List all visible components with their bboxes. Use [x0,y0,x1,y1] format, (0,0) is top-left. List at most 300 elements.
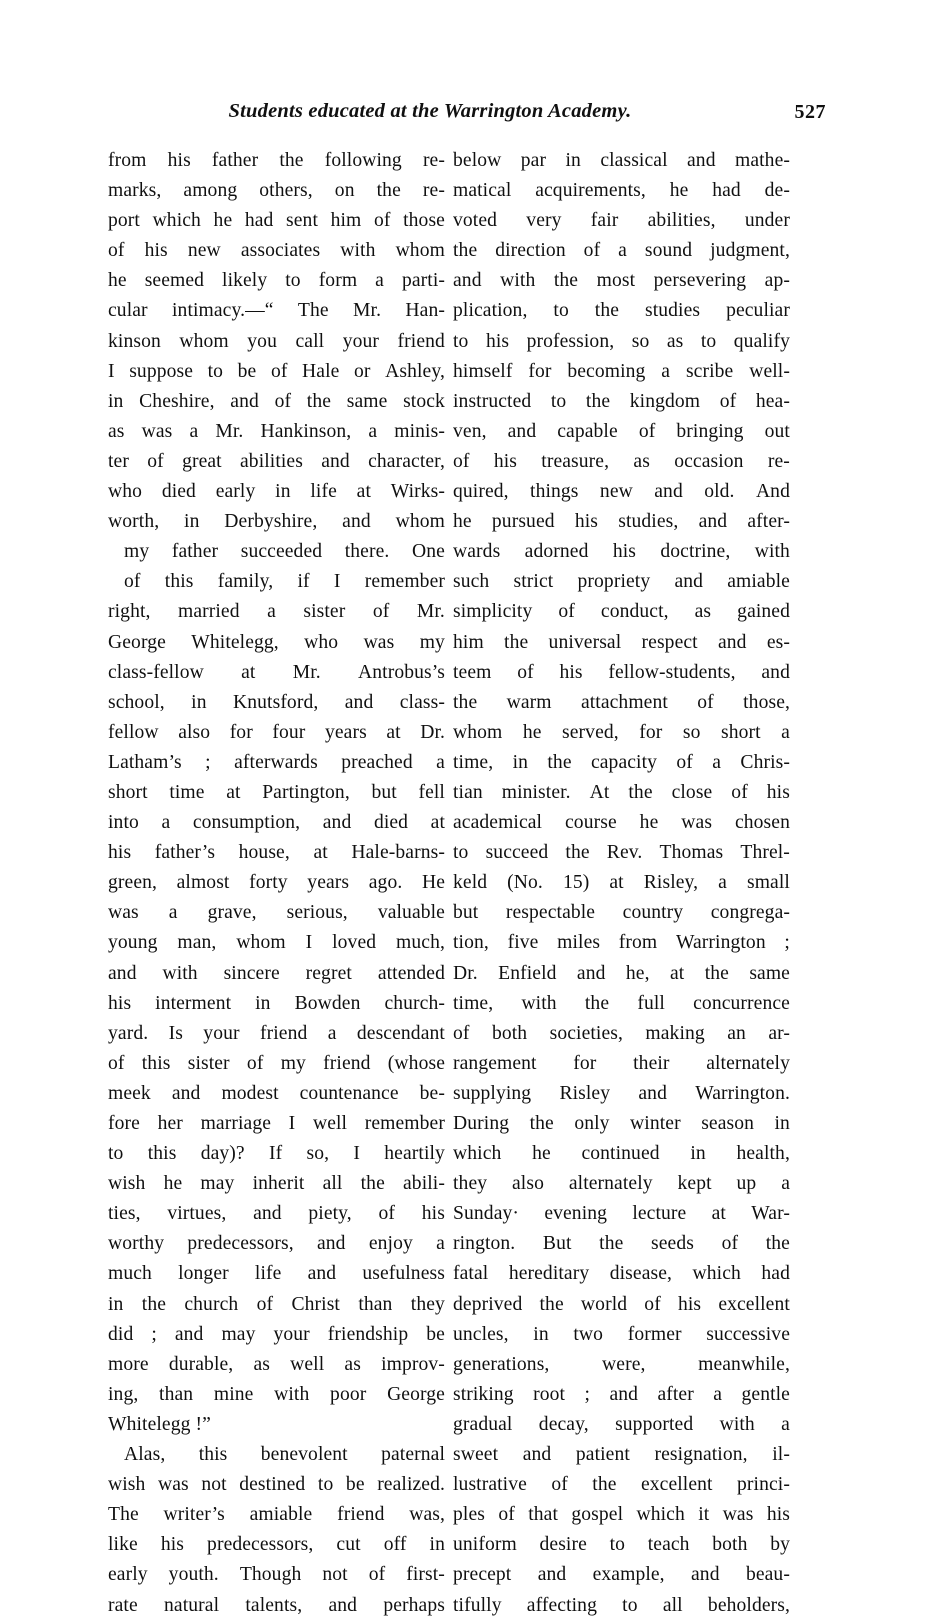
word: friend [337,1504,385,1526]
word: whom [395,511,445,533]
word: they [453,1173,488,1195]
text-line [108,688,445,718]
text-line [453,537,790,567]
word: in [565,150,581,171]
text-line: Whitelegg !” [108,1413,211,1435]
word: at [356,481,371,503]
word: modest [221,1082,279,1104]
text-line [453,236,790,266]
word: so, [306,1143,330,1165]
word: a [712,751,722,773]
word: whom [395,240,445,262]
word: the [306,390,332,412]
word: intimacy.—“ [172,300,274,322]
word: The [297,300,329,322]
word: almost [176,872,230,894]
word: it [698,1504,710,1526]
word: others, [259,180,313,202]
word: of [274,390,292,412]
text-line [453,1470,790,1500]
word: or [354,360,371,382]
word: the [628,781,653,803]
word: ples [453,1504,485,1526]
text-line [108,838,445,868]
word: minister. [501,781,571,803]
word: Ashley, [385,360,445,382]
word: to [317,1474,334,1496]
word: with [500,270,536,292]
word: attachment [580,691,668,713]
word: Bowden [294,992,361,1014]
word: sweet [453,1444,499,1466]
text-line [108,1380,445,1410]
word: his [612,541,636,563]
word: was, [409,1504,445,1526]
word: so [631,330,650,352]
word: not [201,1474,227,1496]
word: descendant [356,1022,445,1044]
word: they [410,1293,445,1315]
word: to [207,360,224,382]
word: studies [644,300,701,322]
word: stock [403,390,445,412]
word: and [342,511,371,533]
word: predecessors, [187,1233,294,1255]
word: he [532,1143,551,1165]
word: wish [108,1173,146,1195]
word: a [781,1413,790,1435]
text-line [453,447,790,477]
word: after [657,1383,694,1405]
word: at [226,781,241,803]
word: Risley, [643,872,699,894]
word: church [184,1293,239,1315]
word: in [184,511,200,533]
word: natural [164,1594,220,1616]
word: of [372,601,390,623]
word: under [744,210,790,232]
word: alternately [706,1052,790,1074]
word: served, [562,721,619,743]
word: consumption, [192,812,301,834]
text-line [108,658,445,688]
text-column-right [453,146,790,1616]
word: attended [377,962,445,984]
word: right, [108,601,151,623]
word: a [436,1233,445,1255]
word: usefulness [362,1263,445,1285]
word: writer’s [163,1504,225,1526]
word: and [321,450,350,472]
word: il- [772,1444,790,1466]
word: for [528,360,552,382]
word: he [669,180,689,202]
text-line [108,387,445,417]
word: the [539,1293,564,1315]
word: succeed [485,842,549,864]
word: of [453,1022,470,1044]
word: as [666,330,684,352]
word: pursued [491,511,555,533]
word: her [157,1113,183,1134]
word: this [198,1444,228,1466]
word: likely [222,270,268,292]
word: profession, [526,330,615,352]
word: his [108,842,132,864]
word: had [712,180,741,202]
word: than [358,1293,393,1315]
text-line [453,417,790,447]
word: benevolent [260,1444,348,1466]
word: to [453,842,469,864]
word: the [765,1233,790,1255]
word: enjoy [368,1233,413,1255]
word: abilities, [647,210,716,232]
word: of [373,210,391,232]
word: course [565,812,617,834]
word: Is [168,1022,183,1044]
text-line [108,266,445,296]
word: a [327,1022,337,1044]
word: new [187,240,221,262]
text-line [453,1380,790,1410]
word: school, [108,691,165,713]
word: fore [108,1113,140,1134]
word: very [526,210,562,232]
word: and [522,1444,552,1466]
word: with [521,992,557,1014]
word: to [553,300,569,322]
word: did [108,1323,134,1345]
word: respect [641,631,698,653]
text-line [108,1440,445,1470]
text-line [453,989,790,1019]
word: of [378,1203,396,1225]
word: life [310,481,337,503]
word: his [493,450,517,472]
word: friendship [327,1323,409,1345]
word: he [163,1173,183,1195]
word: propriety [577,571,651,593]
word: hereditary [508,1263,590,1285]
text-line [108,1139,445,1169]
word: be- [419,1082,445,1104]
word: Antrobus’s [358,661,445,683]
word: father [211,150,259,171]
word: in [108,1293,124,1315]
word: alternately [568,1173,653,1195]
word: keld [453,872,488,894]
word: re- [422,150,445,171]
word: Derbyshire, [224,511,318,533]
word: lecture [632,1203,687,1225]
word: (whose [387,1052,445,1074]
word: was [363,631,395,653]
word: becoming [567,360,646,382]
word: forty [249,872,288,894]
word: improv- [381,1353,445,1375]
text-line [108,1049,445,1079]
word: scribe [685,360,734,382]
word: to [622,1594,638,1616]
word: and [761,661,790,683]
word: most [596,270,636,292]
word: judgment, [710,240,790,262]
text-line [108,628,445,658]
word: short [108,781,148,803]
word: deprived [453,1293,523,1315]
word: well [312,1113,348,1134]
word: the [592,1474,617,1496]
word: ven, [453,420,487,442]
word: lustrative [453,1474,527,1496]
word: sincere [223,962,280,984]
word: of [721,1233,739,1255]
word: friend [259,1022,308,1044]
word: sister [187,1052,230,1074]
word: gradual [453,1413,513,1435]
word: The [108,1504,139,1526]
word: kept [677,1173,712,1195]
word: early [215,481,256,503]
word: (No. [507,872,543,894]
word: and [174,1323,204,1345]
text-line [108,1470,445,1500]
text-line [453,1139,790,1169]
word: strict [513,571,554,593]
word: durable, [168,1353,234,1375]
word: plication, [453,300,528,322]
word: worthy [108,1233,165,1255]
word: my [280,1052,306,1074]
word: in [108,390,124,412]
word: seemed [144,270,205,292]
word: things [530,481,579,503]
word: re- [422,180,445,202]
word: of [517,661,534,683]
word: years [324,721,367,743]
word: fair [590,210,619,232]
word: to [453,330,469,352]
word: And [755,481,790,503]
word: in [255,992,271,1014]
word: than [159,1383,194,1405]
word: ; [205,751,211,773]
word: at [669,962,685,984]
text-line [453,1320,790,1350]
word: fellow [108,721,159,743]
word: form [318,270,358,292]
text-line [108,748,445,778]
text-line [453,838,790,868]
word: quired, [453,481,509,503]
word: all [662,1594,683,1616]
word: and [108,962,137,984]
text-line [453,1229,790,1259]
word: the [704,962,729,984]
word: in [429,1534,445,1556]
word: be [426,1323,445,1345]
word: of [246,1052,264,1074]
word: acquirements, [535,180,646,202]
word: at [241,661,256,683]
word: amiable [249,1504,313,1526]
word: new [599,481,633,503]
word: destined [239,1474,306,1496]
word: poor [330,1383,367,1405]
text-line [453,327,790,357]
word: I [108,360,115,382]
word: not [322,1564,348,1586]
word: Hale [302,360,340,382]
word: but [453,902,479,924]
text-line [108,537,445,567]
word: great [182,450,222,472]
text-line [453,959,790,989]
word: a [618,240,627,262]
word: successive [706,1323,790,1345]
word: after- [747,511,790,533]
word: early [108,1564,148,1586]
word: studies, [618,511,679,533]
word: port [108,210,140,232]
word: uncles, [453,1323,509,1345]
word: meek [108,1082,151,1104]
word: Wirks- [390,481,445,503]
text-line [108,357,445,387]
word: matical [453,180,512,202]
word: season [701,1113,755,1134]
word: treasure, [541,450,610,472]
word: a [713,1383,723,1405]
word: off [383,1534,407,1556]
word: the [529,1113,554,1134]
word: I [333,571,341,593]
word: War- [751,1203,790,1225]
word: Hale-barns- [351,842,445,864]
word: and [507,420,537,442]
word: friend [397,330,445,352]
word: he [108,270,127,292]
word: valuable [377,902,445,924]
word: house, [238,842,290,864]
word: Warrington. [695,1082,790,1104]
word: world [580,1293,628,1315]
word: capable [557,420,618,442]
word: your [273,1323,310,1345]
word: four [272,721,306,743]
word: a [661,360,671,382]
word: Warrington [675,932,766,954]
word: out [764,420,790,442]
word: Latham’s [108,751,182,773]
word: his [574,511,599,533]
word: for [573,1052,597,1074]
word: paternal [381,1444,445,1466]
word: tifully [453,1594,502,1616]
word: fell [418,781,445,803]
text-column-left [108,146,445,1616]
text-line [453,778,790,808]
word: character, [368,450,445,472]
word: rate [108,1594,138,1616]
word: the [553,270,579,292]
word: re- [767,450,790,472]
text-line [453,1500,790,1530]
word: and [307,1263,337,1285]
text-line [108,1500,445,1530]
text-line [108,1560,445,1590]
word: of [644,1293,661,1315]
text-line [108,1199,445,1229]
word: with [754,541,790,563]
text-line [453,176,790,206]
word: youth. [168,1564,219,1586]
word: Enfield [498,962,557,984]
word: Alas, [124,1444,166,1466]
word: I [288,1113,296,1134]
word: following [324,150,402,171]
word: full [637,992,665,1014]
word: peculiar [726,300,790,322]
text-line [108,327,445,357]
word: excellent [640,1474,713,1496]
word: of [551,1474,568,1496]
word: at [609,872,624,894]
text-line [453,266,790,296]
word: striking [453,1383,514,1405]
body-columns [108,146,826,1616]
word: Dr. [453,962,478,984]
word: up [736,1173,757,1195]
word: mathe- [735,150,790,171]
word: but [371,781,397,803]
word: Mr. [353,300,382,322]
word: also [512,1173,544,1195]
word: Risley [559,1082,611,1104]
word: both [712,1534,748,1556]
word: died [161,481,196,503]
text-line [453,868,790,898]
text-line [108,868,445,898]
word: this [147,1143,177,1165]
word: succeeded [240,541,323,563]
text-line [108,928,445,958]
word: and [171,1082,201,1104]
word: Christ [291,1293,340,1315]
word: kinson [108,330,161,352]
word: with [162,962,198,984]
text-line [108,989,445,1019]
word: But [542,1233,572,1255]
word: friend [323,1052,371,1074]
word: winter [630,1113,681,1134]
word: much, [396,932,445,954]
word: and [717,631,747,653]
text-line [453,1591,790,1621]
word: sent [286,210,318,232]
word: well- [749,360,790,382]
word: man, [177,932,217,954]
word: ar- [768,1022,790,1044]
word: par [520,150,547,171]
word: During [453,1113,510,1134]
word: marriage [200,1113,272,1134]
word: I [305,932,313,954]
word: first- [406,1564,445,1586]
word: those [403,210,445,232]
word: afterwards [234,751,318,773]
